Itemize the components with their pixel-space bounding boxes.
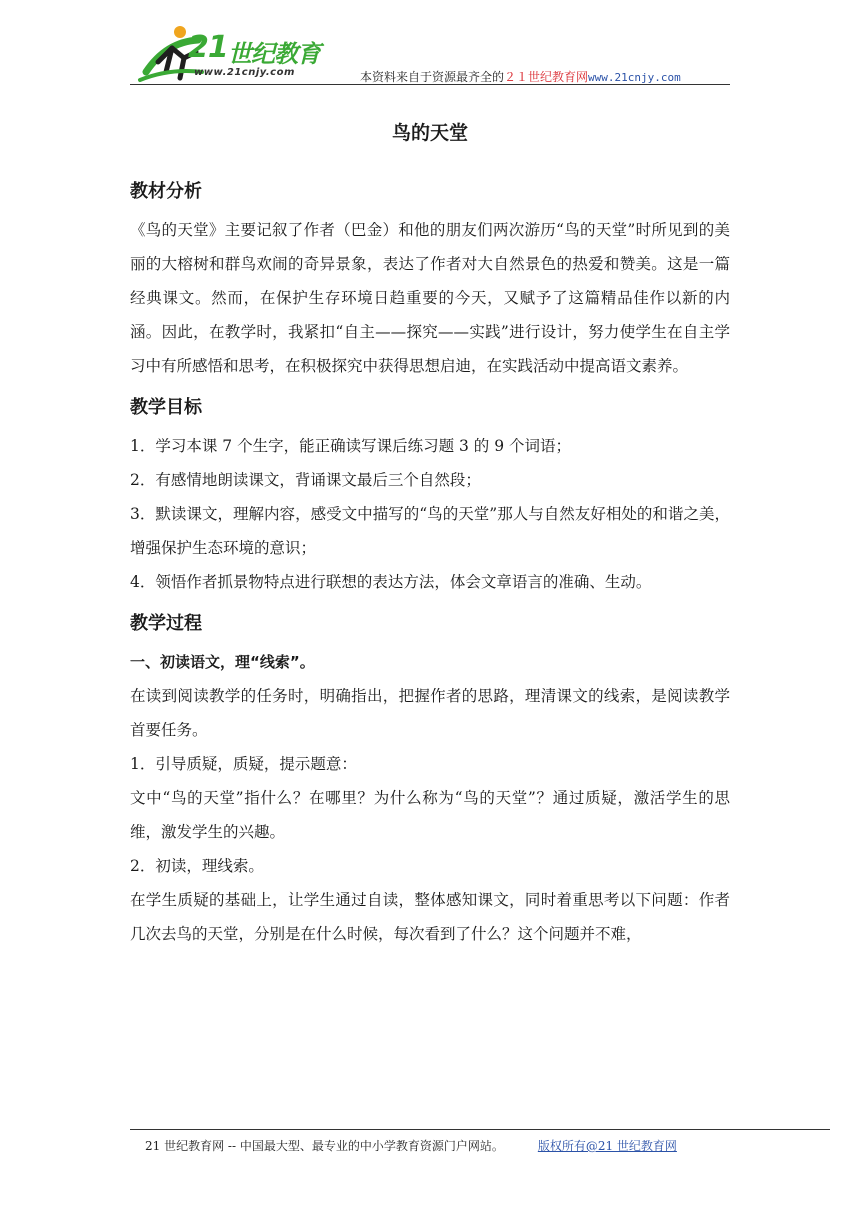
document-body: [130, 108, 730, 961]
goal-item: 1．学习本课 7 个生字，能正确读写课后练习题 3 的 9 个词语；: [130, 437, 572, 455]
page-footer: [145, 1137, 677, 1154]
source-notice: [360, 68, 681, 85]
paragraph: 在学生质疑的基础上，让学生通过自读，整体感知课文，同时着重思考以下问题：作者几次去鸟的天堂，分别是在什么时候，每次看到了什么？这个问题并不难，: [130, 891, 730, 943]
document-title: 鸟的天堂: [391, 122, 468, 144]
goal-item: 4．领悟作者抓景物特点进行联想的表达方法，体会文章语言的准确、生动。: [130, 573, 652, 591]
header-divider: [130, 84, 730, 85]
paragraph: 2．初读，理线索。: [130, 857, 264, 875]
section-heading: 教学过程: [130, 613, 202, 634]
section-textbook-analysis: [130, 177, 730, 383]
section-teaching-process: [130, 609, 730, 951]
subsection-heading: 一、初读语文，理“线索”。: [130, 653, 315, 671]
paragraph: 文中“鸟的天堂”指什么？在哪里？为什么称为“鸟的天堂”？通过质疑，激活学生的思维，激发学生的兴趣。: [130, 789, 730, 841]
paragraph: 在读到阅读教学的任务时，明确指出，把握作者的思路，理清课文的线索，是阅读教学首要任务。: [130, 687, 730, 739]
logo-number: 21: [188, 30, 228, 65]
paragraph: 《鸟的天堂》主要记叙了作者（巴金）和他的朋友们两次游历“鸟的天堂”时所见到的美丽的大榕树和群鸟欢闹的奇异景象，表达了作者对大自然景色的热爱和赞美。这是一篇经典课文。然而，在保护生存环境日趋重要的今天，又赋予了这篇精品佳作以新的内涵。因此，在教学时，我紧扣“自主——探究——实践”进行设计，努力使学生在自主学习中有所感悟和思考，在积极探究中获得思想启迪，在实践活动中提高语文素养。: [130, 221, 730, 375]
paragraph: 1．引导质疑，质疑，提示题意：: [130, 755, 357, 773]
page-header: [130, 22, 730, 86]
footer-text: 21 世纪教育网 -- 中国最大型、最专业的中小学教育资源门户网站。: [145, 1139, 504, 1153]
logo-text: 世纪教育: [228, 40, 320, 68]
site-logo[interactable]: [136, 22, 346, 84]
footer-divider: [130, 1129, 830, 1130]
goal-item: 2．有感情地朗读课文，背诵课文最后三个自然段；: [130, 471, 481, 489]
section-teaching-goals: [130, 393, 730, 599]
source-highlight: ２１世纪教育网: [504, 70, 589, 84]
source-prefix: 本资料来自于资源最齐全的: [360, 70, 505, 84]
section-heading: 教学目标: [130, 397, 202, 418]
logo-url: www.21cnjy.com: [194, 67, 295, 78]
goal-item: 3．默读课文，理解内容，感受文中描写的“鸟的天堂”那人与自然友好相处的和谐之美，增强保护生态环境的意识；: [130, 505, 730, 557]
source-url-link[interactable]: www.21cnjy.com: [588, 71, 681, 84]
copyright-link[interactable]: 版权所有@21 世纪教育网: [537, 1139, 677, 1153]
section-heading: 教材分析: [130, 181, 202, 202]
